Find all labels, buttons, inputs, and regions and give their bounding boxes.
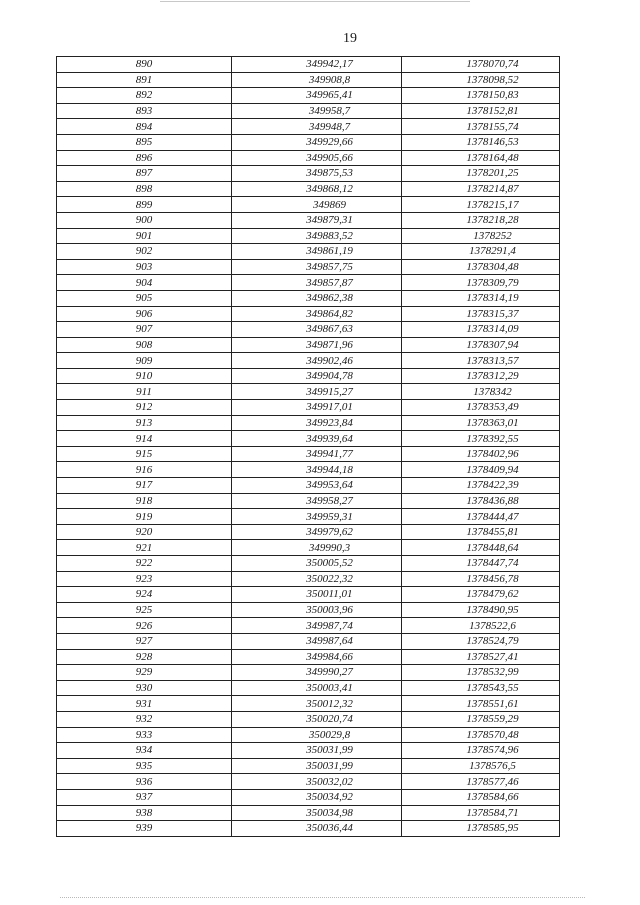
y-coordinate-cell: 1378585,95: [402, 821, 560, 837]
table-row: [57, 478, 560, 494]
x-coordinate-cell: 349948,7: [232, 119, 402, 135]
x-coordinate-cell: 349902,46: [232, 353, 402, 369]
page-number: 19: [343, 31, 357, 46]
x-coordinate-cell: 350022,32: [232, 571, 402, 587]
y-coordinate-cell: 1378313,57: [402, 353, 560, 369]
point-number-cell: 901: [57, 228, 232, 244]
x-coordinate-cell: 349868,12: [232, 181, 402, 197]
y-coordinate-cell: 1378312,29: [402, 368, 560, 384]
table-row: [57, 743, 560, 759]
x-coordinate-cell: 350020,74: [232, 711, 402, 727]
y-coordinate-cell: 1378353,49: [402, 400, 560, 416]
table-row: [57, 509, 560, 525]
table-row: [57, 446, 560, 462]
point-number-cell: 890: [57, 57, 232, 73]
point-number-cell: 920: [57, 524, 232, 540]
x-coordinate-cell: 349939,64: [232, 431, 402, 447]
table-row: [57, 431, 560, 447]
table-row: [57, 166, 560, 182]
table-row: [57, 290, 560, 306]
table-row: [57, 244, 560, 260]
point-number-cell: 905: [57, 290, 232, 306]
x-coordinate-cell: 349984,66: [232, 649, 402, 665]
point-number-cell: 938: [57, 805, 232, 821]
x-coordinate-cell: 349871,96: [232, 337, 402, 353]
x-coordinate-cell: 349990,3: [232, 540, 402, 556]
point-number-cell: 917: [57, 478, 232, 494]
point-number-cell: 918: [57, 493, 232, 509]
point-number-cell: 936: [57, 774, 232, 790]
point-number-cell: 923: [57, 571, 232, 587]
table-row: [57, 119, 560, 135]
x-coordinate-cell: 349941,77: [232, 446, 402, 462]
table-row: [57, 337, 560, 353]
table-row: [57, 72, 560, 88]
x-coordinate-cell: 349987,64: [232, 633, 402, 649]
table-row: [57, 649, 560, 665]
x-coordinate-cell: 349942,17: [232, 57, 402, 73]
y-coordinate-cell: 1378098,52: [402, 72, 560, 88]
point-number-cell: 921: [57, 540, 232, 556]
x-coordinate-cell: 349857,87: [232, 275, 402, 291]
table-row: [57, 134, 560, 150]
table-row: [57, 400, 560, 416]
y-coordinate-cell: 1378543,55: [402, 680, 560, 696]
x-coordinate-cell: 350012,32: [232, 696, 402, 712]
x-coordinate-cell: 350036,44: [232, 821, 402, 837]
table-row: [57, 57, 560, 73]
point-number-cell: 893: [57, 103, 232, 119]
table-row: [57, 275, 560, 291]
table-row: [57, 462, 560, 478]
coordinates-table: [56, 56, 560, 837]
x-coordinate-cell: 350032,02: [232, 774, 402, 790]
x-coordinate-cell: 349869: [232, 197, 402, 213]
x-coordinate-cell: 349965,41: [232, 88, 402, 104]
table-row: [57, 197, 560, 213]
x-coordinate-cell: 350005,52: [232, 556, 402, 572]
y-coordinate-cell: 1378524,79: [402, 633, 560, 649]
point-number-cell: 930: [57, 680, 232, 696]
y-coordinate-cell: 1378409,94: [402, 462, 560, 478]
point-number-cell: 899: [57, 197, 232, 213]
table-row: [57, 384, 560, 400]
y-coordinate-cell: 1378201,25: [402, 166, 560, 182]
scan-edge-top: [160, 1, 470, 2]
table-row: [57, 696, 560, 712]
y-coordinate-cell: 1378218,28: [402, 212, 560, 228]
point-number-cell: 916: [57, 462, 232, 478]
y-coordinate-cell: 1378155,74: [402, 119, 560, 135]
point-number-cell: 929: [57, 665, 232, 681]
y-coordinate-cell: 1378215,17: [402, 197, 560, 213]
table-row: [57, 711, 560, 727]
x-coordinate-cell: 349929,66: [232, 134, 402, 150]
point-number-cell: 931: [57, 696, 232, 712]
point-number-cell: 900: [57, 212, 232, 228]
point-number-cell: 898: [57, 181, 232, 197]
table-row: [57, 353, 560, 369]
y-coordinate-cell: 1378436,88: [402, 493, 560, 509]
coordinates-table-body: [57, 57, 560, 837]
y-coordinate-cell: 1378070,74: [402, 57, 560, 73]
table-row: [57, 150, 560, 166]
y-coordinate-cell: 1378152,81: [402, 103, 560, 119]
x-coordinate-cell: 350031,99: [232, 758, 402, 774]
y-coordinate-cell: 1378315,37: [402, 306, 560, 322]
point-number-cell: 928: [57, 649, 232, 665]
x-coordinate-cell: 349958,27: [232, 493, 402, 509]
table-row: [57, 571, 560, 587]
y-coordinate-cell: 1378444,47: [402, 509, 560, 525]
x-coordinate-cell: 350034,92: [232, 789, 402, 805]
x-coordinate-cell: 350029,8: [232, 727, 402, 743]
x-coordinate-cell: 350003,96: [232, 602, 402, 618]
x-coordinate-cell: 349944,18: [232, 462, 402, 478]
x-coordinate-cell: 349861,19: [232, 244, 402, 260]
y-coordinate-cell: 1378448,64: [402, 540, 560, 556]
point-number-cell: 895: [57, 134, 232, 150]
point-number-cell: 892: [57, 88, 232, 104]
point-number-cell: 904: [57, 275, 232, 291]
y-coordinate-cell: 1378309,79: [402, 275, 560, 291]
y-coordinate-cell: 1378314,19: [402, 290, 560, 306]
x-coordinate-cell: 349959,31: [232, 509, 402, 525]
table-row: [57, 821, 560, 837]
x-coordinate-cell: 349923,84: [232, 415, 402, 431]
y-coordinate-cell: 1378342: [402, 384, 560, 400]
x-coordinate-cell: 349958,7: [232, 103, 402, 119]
x-coordinate-cell: 349883,52: [232, 228, 402, 244]
x-coordinate-cell: 349904,78: [232, 368, 402, 384]
point-number-cell: 903: [57, 259, 232, 275]
point-number-cell: 922: [57, 556, 232, 572]
table-row: [57, 524, 560, 540]
y-coordinate-cell: 1378551,61: [402, 696, 560, 712]
x-coordinate-cell: 349864,82: [232, 306, 402, 322]
point-number-cell: 925: [57, 602, 232, 618]
scan-edge-bottom: [60, 897, 585, 898]
table-row: [57, 181, 560, 197]
y-coordinate-cell: 1378584,66: [402, 789, 560, 805]
y-coordinate-cell: 1378392,55: [402, 431, 560, 447]
point-number-cell: 933: [57, 727, 232, 743]
table-row: [57, 758, 560, 774]
y-coordinate-cell: 1378422,39: [402, 478, 560, 494]
table-row: [57, 789, 560, 805]
point-number-cell: 935: [57, 758, 232, 774]
x-coordinate-cell: 349953,64: [232, 478, 402, 494]
y-coordinate-cell: 1378522,6: [402, 618, 560, 634]
point-number-cell: 934: [57, 743, 232, 759]
y-coordinate-cell: 1378479,62: [402, 587, 560, 603]
y-coordinate-cell: 1378304,48: [402, 259, 560, 275]
table-row: [57, 805, 560, 821]
point-number-cell: 891: [57, 72, 232, 88]
point-number-cell: 919: [57, 509, 232, 525]
table-row: [57, 602, 560, 618]
point-number-cell: 926: [57, 618, 232, 634]
y-coordinate-cell: 1378150,83: [402, 88, 560, 104]
x-coordinate-cell: 349867,63: [232, 322, 402, 338]
x-coordinate-cell: 349857,75: [232, 259, 402, 275]
point-number-cell: 896: [57, 150, 232, 166]
table-row: [57, 228, 560, 244]
x-coordinate-cell: 349987,74: [232, 618, 402, 634]
table-row: [57, 88, 560, 104]
table-row: [57, 368, 560, 384]
y-coordinate-cell: 1378402,96: [402, 446, 560, 462]
x-coordinate-cell: 349875,53: [232, 166, 402, 182]
y-coordinate-cell: 1378584,71: [402, 805, 560, 821]
point-number-cell: 911: [57, 384, 232, 400]
point-number-cell: 924: [57, 587, 232, 603]
point-number-cell: 937: [57, 789, 232, 805]
x-coordinate-cell: 350034,98: [232, 805, 402, 821]
point-number-cell: 910: [57, 368, 232, 384]
y-coordinate-cell: 1378307,94: [402, 337, 560, 353]
y-coordinate-cell: 1378164,48: [402, 150, 560, 166]
y-coordinate-cell: 1378146,53: [402, 134, 560, 150]
point-number-cell: 894: [57, 119, 232, 135]
table-row: [57, 774, 560, 790]
point-number-cell: 906: [57, 306, 232, 322]
y-coordinate-cell: 1378252: [402, 228, 560, 244]
x-coordinate-cell: 349862,38: [232, 290, 402, 306]
y-coordinate-cell: 1378490,95: [402, 602, 560, 618]
table-row: [57, 633, 560, 649]
y-coordinate-cell: 1378574,96: [402, 743, 560, 759]
point-number-cell: 897: [57, 166, 232, 182]
y-coordinate-cell: 1378214,87: [402, 181, 560, 197]
x-coordinate-cell: 349990,27: [232, 665, 402, 681]
table-row: [57, 103, 560, 119]
x-coordinate-cell: 349915,27: [232, 384, 402, 400]
x-coordinate-cell: 349905,66: [232, 150, 402, 166]
table-row: [57, 306, 560, 322]
point-number-cell: 912: [57, 400, 232, 416]
point-number-cell: 913: [57, 415, 232, 431]
point-number-cell: 932: [57, 711, 232, 727]
x-coordinate-cell: 350003,41: [232, 680, 402, 696]
table-row: [57, 212, 560, 228]
point-number-cell: 915: [57, 446, 232, 462]
table-row: [57, 587, 560, 603]
table-row: [57, 322, 560, 338]
x-coordinate-cell: 350011,01: [232, 587, 402, 603]
y-coordinate-cell: 1378532,99: [402, 665, 560, 681]
table-row: [57, 618, 560, 634]
point-number-cell: 939: [57, 821, 232, 837]
y-coordinate-cell: 1378363,01: [402, 415, 560, 431]
y-coordinate-cell: 1378291,4: [402, 244, 560, 260]
point-number-cell: 908: [57, 337, 232, 353]
y-coordinate-cell: 1378455,81: [402, 524, 560, 540]
point-number-cell: 907: [57, 322, 232, 338]
point-number-cell: 902: [57, 244, 232, 260]
table-row: [57, 540, 560, 556]
point-number-cell: 914: [57, 431, 232, 447]
table-row: [57, 493, 560, 509]
x-coordinate-cell: 349979,62: [232, 524, 402, 540]
x-coordinate-cell: 350031,99: [232, 743, 402, 759]
point-number-cell: 909: [57, 353, 232, 369]
y-coordinate-cell: 1378576,5: [402, 758, 560, 774]
x-coordinate-cell: 349879,31: [232, 212, 402, 228]
y-coordinate-cell: 1378456,78: [402, 571, 560, 587]
y-coordinate-cell: 1378527,41: [402, 649, 560, 665]
point-number-cell: 927: [57, 633, 232, 649]
table-row: [57, 556, 560, 572]
y-coordinate-cell: 1378577,46: [402, 774, 560, 790]
x-coordinate-cell: 349917,01: [232, 400, 402, 416]
table-row: [57, 665, 560, 681]
y-coordinate-cell: 1378559,29: [402, 711, 560, 727]
x-coordinate-cell: 349908,8: [232, 72, 402, 88]
table-row: [57, 727, 560, 743]
y-coordinate-cell: 1378314,09: [402, 322, 560, 338]
table-row: [57, 259, 560, 275]
y-coordinate-cell: 1378570,48: [402, 727, 560, 743]
table-row: [57, 680, 560, 696]
table-row: [57, 415, 560, 431]
y-coordinate-cell: 1378447,74: [402, 556, 560, 572]
